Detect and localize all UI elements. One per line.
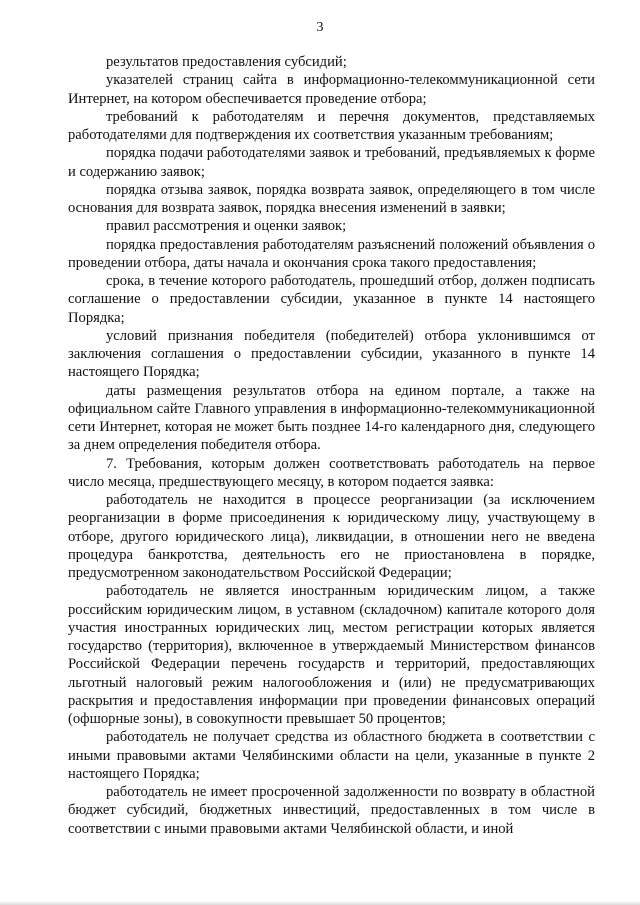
paragraph: требований к работодателям и перечня документов, представляемых работодателями для подтверждения их соответствия указанным требованиям; [68, 108, 595, 143]
paragraph: правил рассмотрения и оценки заявок; [106, 218, 347, 235]
paragraph: работодатель не получает средства из областного бюджета в соответствии с иными правовыми актами Челябинскими области на цели, указанные в пункте 2 настоящего Порядка; [68, 729, 595, 782]
paragraph: даты размещения результатов отбора на едином портале, а также на официальном сайте Главного управления в информационно-телекоммуникационной сети Интернет, которая не может быть позднее 14-го календарного дня, следующего за днем определения победителя отбора. [68, 382, 595, 454]
paragraph: порядка отзыва заявок, порядка возврата заявок, определяющего в том числе основания для возврата заявок, порядка внесения изменений в заявки; [68, 181, 595, 216]
page-bottom-edge [0, 901, 640, 905]
paragraph: порядка предоставления работодателям разъяснений положений объявления о проведении отбора, даты начала и окончания срока такого предоставления; [68, 236, 595, 271]
paragraph: срока, в течение которого работодатель, прошедший отбор, должен подписать соглашение о предоставлении субсидии, указанное в пункте 14 настоящего Порядка; [68, 273, 595, 326]
paragraph: работодатель не является иностранным юридическим лицом, а также российским юридическим лицом, в уставном (складочном) капитале которого доля участия иностранных юридических лиц, местом регистрации которых является государство (территория), включенное в утверждаемый Министерством финансов Российской Федерации перечень государств и территорий, предоставляющих льготный налоговый режим налогообложения и (или) не предусматривающих раскрытия и предоставления информации при проведении финансовых операций (офшорные зоны), в совокупности превышает 50 процентов; [68, 583, 595, 727]
paragraph: работодатель не имеет просроченной задолженности по возврату в областной бюджет субсидий, бюджетных инвестиций, предоставленных в том числе в соответствии с иными правовыми актами Челябинской области, и иной [68, 784, 595, 837]
section-item-7: 7. Требования, которым должен соответствовать работодатель на первое число месяца, предшествующего месяцу, в котором подается заявка: [68, 455, 595, 490]
paragraph: указателей страниц сайта в информационно-телекоммуникационной сети Интернет, на котором обеспечивается проведение отбора; [68, 72, 595, 107]
page-number: 3 [316, 20, 324, 35]
paragraph: результатов предоставления субсидий; [106, 54, 347, 70]
paragraph: работодатель не находится в процессе реорганизации (за исключением реорганизации в форме присоединения к юридическому лицу, участвующему в отборе, другого юридического лица), ликвидации, в отношении него не введена процедура банкротства, деятельность его не приостановлена в порядке, предусмотренном законодательством Российской Федерации; [68, 492, 595, 581]
paragraph: условий признания победителя (победителей) отбора уклонившимся от заключения соглашения о предоставлении субсидии, указанного в пункте 14 настоящего Порядка; [68, 327, 595, 381]
paragraph: порядка подачи работодателями заявок и требований, предъявляемых к форме и содержанию заявок; [68, 145, 595, 180]
document-body [68, 53, 595, 838]
